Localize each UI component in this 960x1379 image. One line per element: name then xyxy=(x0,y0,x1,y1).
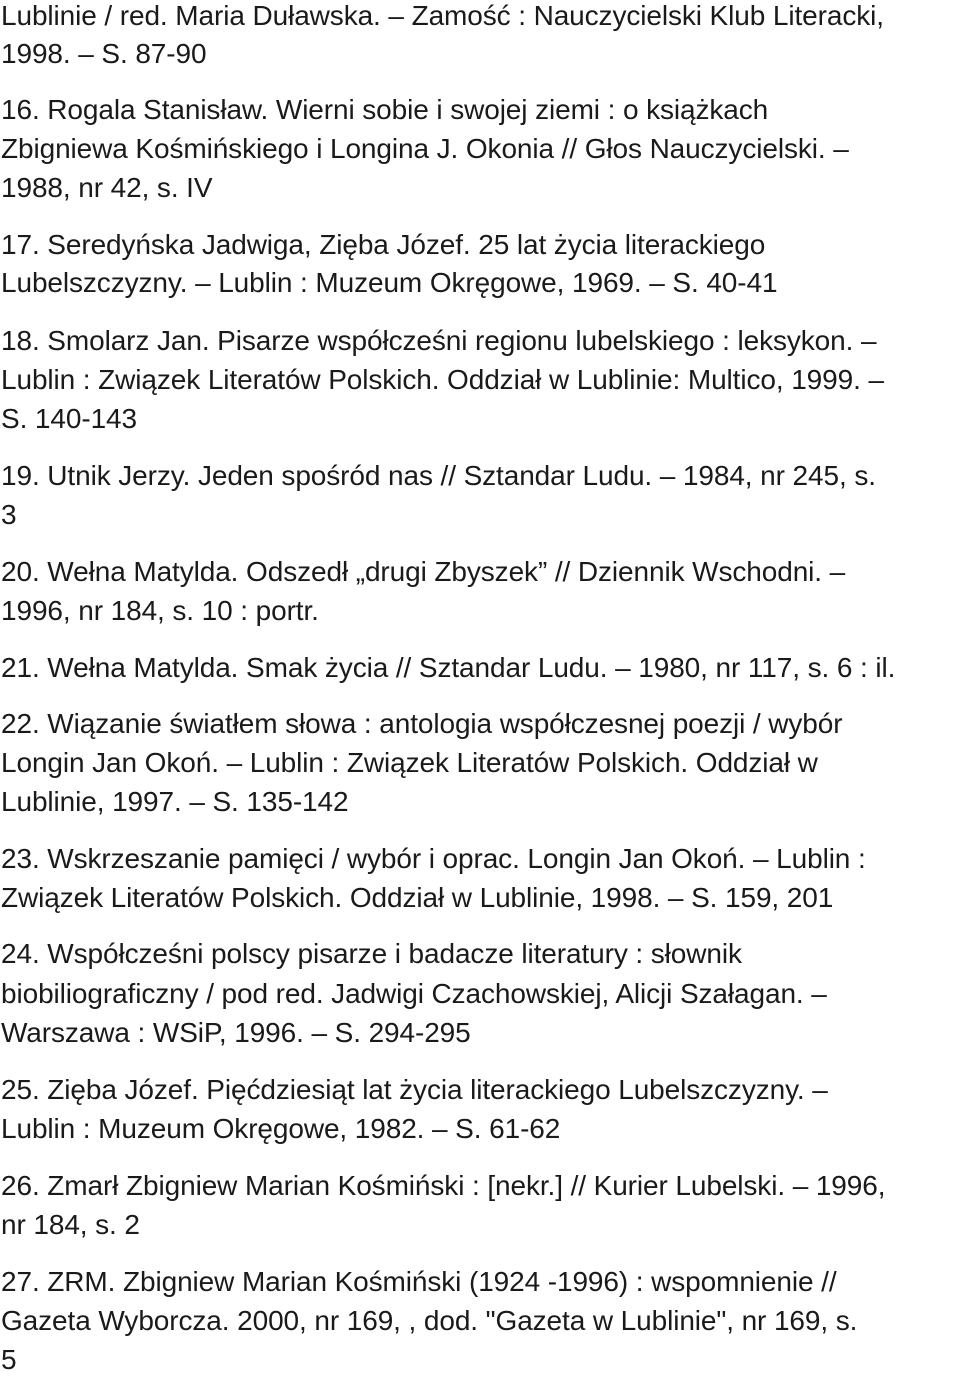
entry-line: S. 140-143 xyxy=(1,403,137,434)
entry-line: Związek Literatów Polskich. Oddział w Lublinie, 1998. – S. 159, 201 xyxy=(1,882,834,913)
entry-line: 18. Smolarz Jan. Pisarze współcześni regionu lubelskiego : leksykon. – xyxy=(1,325,877,356)
entry-line: 3 xyxy=(1,499,17,530)
entry-line: Warszawa : WSiP, 1996. – S. 294-295 xyxy=(1,1017,471,1048)
entry-line: 19. Utnik Jerzy. Jeden spośród nas // Sztandar Ludu. – 1984, nr 245, s. xyxy=(1,460,876,491)
entry-line: Gazeta Wyborcza. 2000, nr 169, , dod. "Gazeta w Lublinie", nr 169, s. xyxy=(1,1305,858,1336)
entry-line: 24. Współcześni polscy pisarze i badacze literatury : słownik xyxy=(1,938,742,969)
entry-line: 1996, nr 184, s. 10 : portr. xyxy=(1,595,319,626)
entry-line: 16. Rogala Stanisław. Wierni sobie i swojej ziemi : o książkach xyxy=(1,94,769,125)
entry-line: 21. Wełna Matylda. Smak życia // Sztandar Ludu. – 1980, nr 117, s. 6 : il. xyxy=(1,652,896,683)
entry-line: 23. Wskrzeszanie pamięci / wybór i oprac. Longin Jan Okoń. – Lublin : xyxy=(1,843,866,874)
entry-line: 17. Seredyńska Jadwiga, Zięba Józef. 25 lat życia literackiego xyxy=(1,229,766,260)
entry-line: 20. Wełna Matylda. Odszedł „drugi Zbyszek” // Dziennik Wschodni. – xyxy=(1,556,846,587)
entry-line: biobiliograficzny / pod red. Jadwigi Czachowskiej, Alicji Szałagan. – xyxy=(1,978,827,1009)
entry-line: Longin Jan Okoń. – Lublin : Związek Literatów Polskich. Oddział w xyxy=(1,747,818,778)
entry-line: Lublin : Muzeum Okręgowe, 1982. – S. 61-62 xyxy=(1,1113,561,1144)
entry-line: 5 xyxy=(1,1344,17,1375)
entry-line: 1998. – S. 87-90 xyxy=(1,38,207,69)
entry-line: 25. Zięba Józef. Pięćdziesiąt lat życia literackiego Lubelszczyzny. – xyxy=(1,1074,828,1105)
entry-line: Lublinie, 1997. – S. 135-142 xyxy=(1,786,349,817)
entry-line: 27. ZRM. Zbigniew Marian Kośmiński (1924 -1996) : wspomnienie // xyxy=(1,1266,837,1297)
entry-line: Zbigniewa Kośmińskiego i Longina J. Okonia // Głos Nauczycielski. – xyxy=(1,133,849,164)
entry-line: nr 184, s. 2 xyxy=(1,1209,140,1240)
entry-line: Lublinie / red. Maria Duławska. – Zamość : Nauczycielski Klub Literacki, xyxy=(1,0,884,31)
entry-line: 1988, nr 42, s. IV xyxy=(1,172,213,203)
entry-line: Lubelszczyzny. – Lublin : Muzeum Okręgowe, 1969. – S. 40-41 xyxy=(1,267,778,298)
entry-line: Lublin : Związek Literatów Polskich. Oddział w Lublinie: Multico, 1999. – xyxy=(1,364,884,395)
entry-line: 22. Wiązanie światłem słowa : antologia współczesnej poezji / wybór xyxy=(1,708,843,739)
entry-line: 26. Zmarł Zbigniew Marian Kośmiński : [nekr.] // Kurier Lubelski. – 1996, xyxy=(1,1170,886,1201)
